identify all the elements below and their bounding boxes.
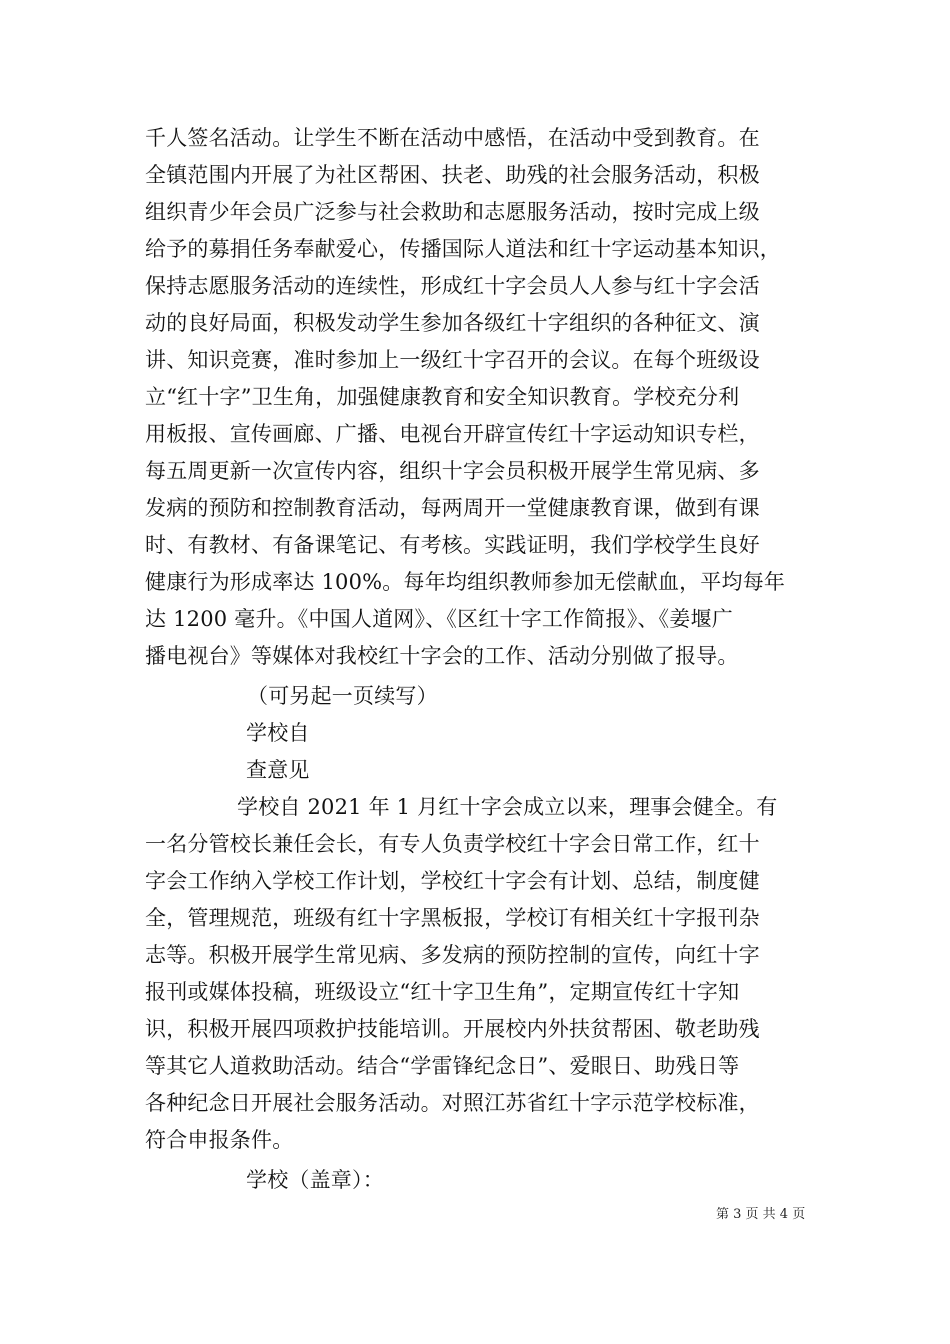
opinion-line: 符合申报条件。 (145, 1128, 294, 1152)
body-line: 组织青少年会员广泛参与社会救助和志愿服务活动，按时完成上级 (145, 200, 760, 224)
body-line: 播电视台》等媒体对我校红十字会的工作、活动分别做了报导。 (145, 644, 739, 668)
page-number-footer: 第 3 页 共 4 页 (716, 1207, 806, 1222)
section-heading-line: 学校自 (246, 721, 310, 745)
body-line: 时、有教材、有备课笔记、有考核。实践证明，我们学校学生良好 (145, 533, 760, 557)
opinion-line: 学校自 2021 年 1 月红十字会成立以来，理事会健全。有 (237, 795, 778, 819)
body-line: 用板报、宣传画廊、广播、电视台开辟宣传红十字运动知识专栏， (145, 422, 760, 446)
opinion-line: 一名分管校长兼任会长，有专人负责学校红十字会日常工作，红十 (145, 832, 760, 856)
opinion-line: 全，管理规范，班级有红十字黑板报，学校订有相关红十字报刊杂 (145, 906, 760, 930)
opinion-line: 字会工作纳入学校工作计划，学校红十字会有计划、总结，制度健 (145, 869, 760, 893)
body-line: 讲、知识竞赛，准时参加上一级红十字召开的会议。在每个班级设 (145, 348, 760, 372)
body-line: 全镇范围内开展了为社区帮困、扶老、助残的社会服务活动，积极 (145, 163, 760, 187)
body-line: 保持志愿服务活动的连续性，形成红十字会员人人参与红十字会活 (145, 274, 760, 298)
body-line: 健康行为形成率达 100%。每年均组织教师参加无偿献血，平均每年 (145, 570, 786, 594)
body-line: 千人签名活动。让学生不断在活动中感悟，在活动中受到教育。在 (145, 126, 760, 150)
body-line: 达 1200 毫升。《中国人道网》、《区红十字工作简报》、《姜堰广 (145, 607, 733, 631)
opinion-line: 志等。积极开展学生常见病、多发病的预防控制的宣传，向红十字 (145, 943, 760, 967)
opinion-line: 报刊或媒体投稿，班级设立“红十字卫生角”，定期宣传红十字知 (145, 980, 740, 1004)
opinion-line: 等其它人道救助活动。结合“学雷锋纪念日”、爱眼日、助残日等 (145, 1054, 740, 1078)
body-line: 每五周更新一次宣传内容，组织十字会员积极开展学生常见病、多 (145, 459, 760, 483)
body-line: 动的良好局面，积极发动学生参加各级红十字组织的各种征文、演 (145, 311, 760, 335)
opinion-line: 识，积极开展四项救护技能培训。开展校内外扶贫帮困、敬老助残 (145, 1017, 760, 1041)
seal-label: 学校（盖章）： (246, 1168, 384, 1192)
body-line: 发病的预防和控制教育活动，每两周开一堂健康教育课，做到有课 (145, 496, 760, 520)
continue-note: （可另起一页续写） (247, 684, 438, 708)
body-line: 给予的募捐任务奉献爱心，传播国际人道法和红十字运动基本知识， (145, 237, 781, 261)
opinion-line: 各种纪念日开展社会服务活动。对照江苏省红十字示范学校标准， (145, 1091, 760, 1115)
section-heading-line: 查意见 (246, 758, 310, 782)
body-line: 立“红十字”卫生角，加强健康教育和安全知识教育。学校充分利 (145, 385, 740, 409)
